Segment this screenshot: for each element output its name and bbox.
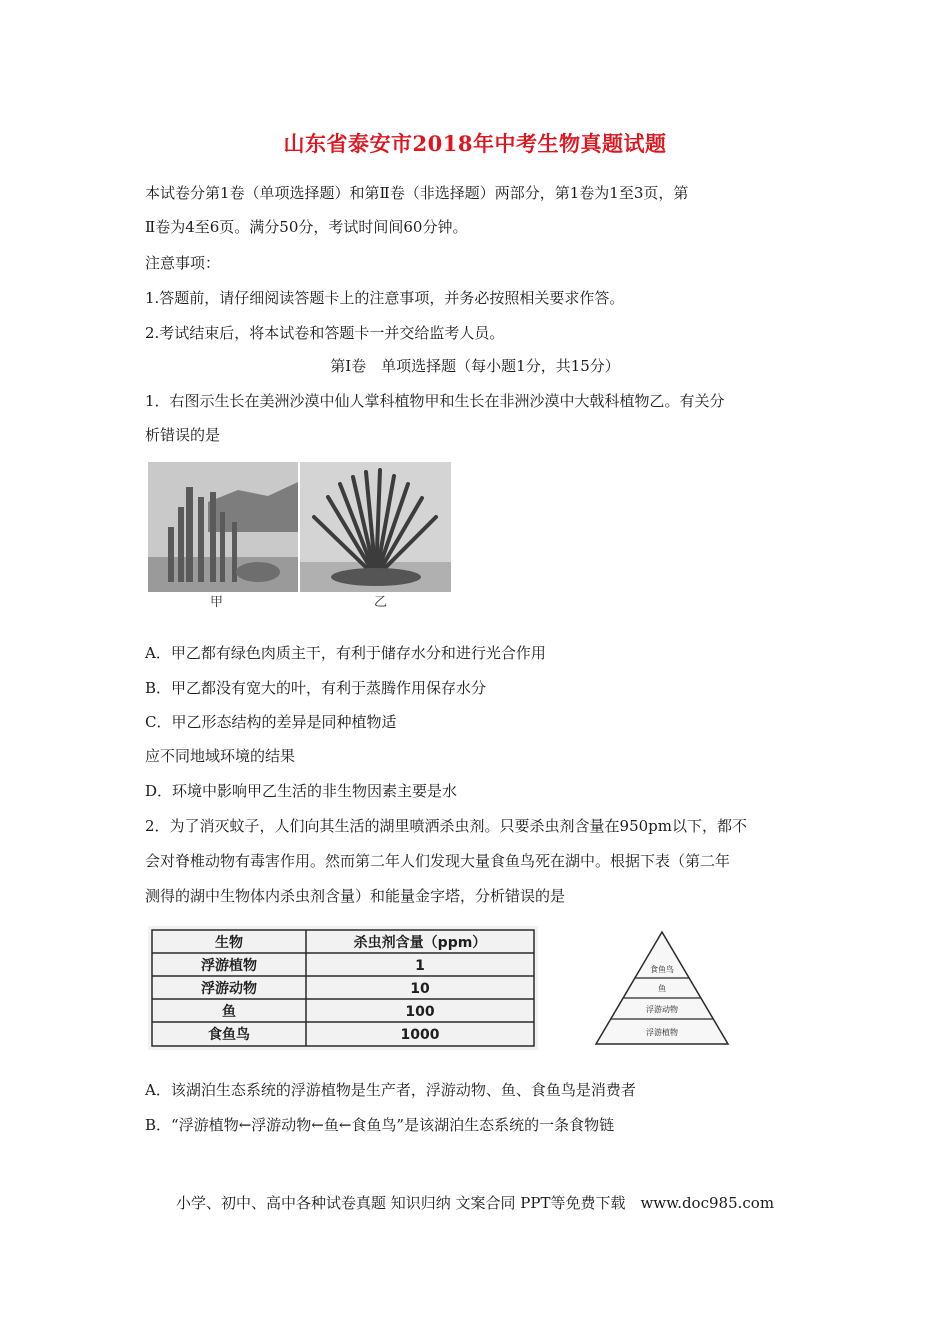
table-cell: 1000 — [400, 1027, 440, 1043]
table-cell: 10 — [410, 981, 430, 997]
question-stem: 会对脊椎动物有毒害作用。然而第二年人们发现大量食鱼鸟死在湖中。根据下表（第二年 — [145, 852, 731, 870]
table-cell: 浮游植物 — [201, 958, 257, 974]
intro-line: Ⅱ卷为4至6页。满分50分，考试时间间60分钟。 — [145, 218, 468, 236]
question-stem: 1．右图示生长在美洲沙漠中仙人掌科植物甲和生长在非洲沙漠中大戟科植物乙。有关分 — [145, 392, 725, 410]
desert-plants-photo — [148, 462, 451, 610]
question-stem: 析错误的是 — [145, 426, 221, 444]
notice-item: 1.答题前，请仔细阅读答题卡上的注意事项，并务必按照相关要求作答。 — [145, 289, 625, 307]
answer-option: C．甲乙形态结构的差异是同种植物适 — [145, 713, 397, 731]
photo-label-jia: 甲 — [210, 595, 224, 610]
answer-option: B．“浮游植物←浮游动物←鱼←食鱼鸟”是该湖泊生态系统的一条食物链 — [145, 1116, 615, 1134]
table-header: 生物 — [215, 935, 243, 951]
answer-option: A．该湖泊生态系统的浮游植物是生产者，浮游动物、鱼、食鱼鸟是消费者 — [145, 1081, 636, 1099]
table-cell: 食鱼鸟 — [208, 1027, 250, 1043]
answer-option: B．甲乙都没有宽大的叶，有利于蒸腾作用保存水分 — [145, 679, 487, 697]
pyramid-level: 食鱼鸟 — [650, 965, 674, 974]
document-title: 山东省泰安市2018年中考生物真题试题 — [283, 131, 667, 156]
table-header: 杀虫剂含量（ppm） — [353, 935, 487, 951]
table-cell: 100 — [405, 1004, 435, 1020]
answer-option-continued: 应不同地域环境的结果 — [145, 747, 296, 765]
photo-label-yi: 乙 — [374, 595, 388, 610]
answer-option: A．甲乙都有绿色肉质主干，有利于储存水分和进行光合作用 — [145, 644, 546, 662]
section-heading: 第Ⅰ卷 单项选择题（每小题1分，共15分） — [330, 357, 620, 375]
notice-item: 2.考试结束后，将本试卷和答题卡一并交给监考人员。 — [145, 324, 505, 342]
table-cell: 浮游动物 — [201, 981, 257, 997]
pesticide-table — [148, 926, 538, 1050]
page-footer: 小学、初中、高中各种试卷真题 知识归纳 文案合同 PPT等免费下载 www.doc985.com — [175, 1194, 775, 1212]
energy-pyramid — [592, 928, 732, 1050]
notice-heading: 注意事项： — [145, 254, 221, 272]
answer-option: D．环境中影响甲乙生活的非生物因素主要是水 — [145, 782, 458, 800]
intro-line: 本试卷分第1卷（单项选择题）和第Ⅱ卷（非选择题）两部分，第1卷为1至3页，第 — [145, 184, 689, 202]
table-cell: 1 — [415, 958, 425, 974]
question-stem: 测得的湖中生物体内杀虫剂含量）和能量金字塔，分析错误的是 — [145, 887, 566, 905]
pyramid-level: 鱼 — [658, 984, 666, 993]
question-stem: 2．为了消灭蚊子，人们向其生活的湖里喷洒杀虫剂。只要杀虫剂含量在950pm以下，都不 — [145, 817, 748, 835]
pyramid-level: 浮游植物 — [646, 1028, 678, 1037]
table-cell: 鱼 — [222, 1004, 236, 1020]
pyramid-level: 浮游动物 — [646, 1005, 678, 1014]
